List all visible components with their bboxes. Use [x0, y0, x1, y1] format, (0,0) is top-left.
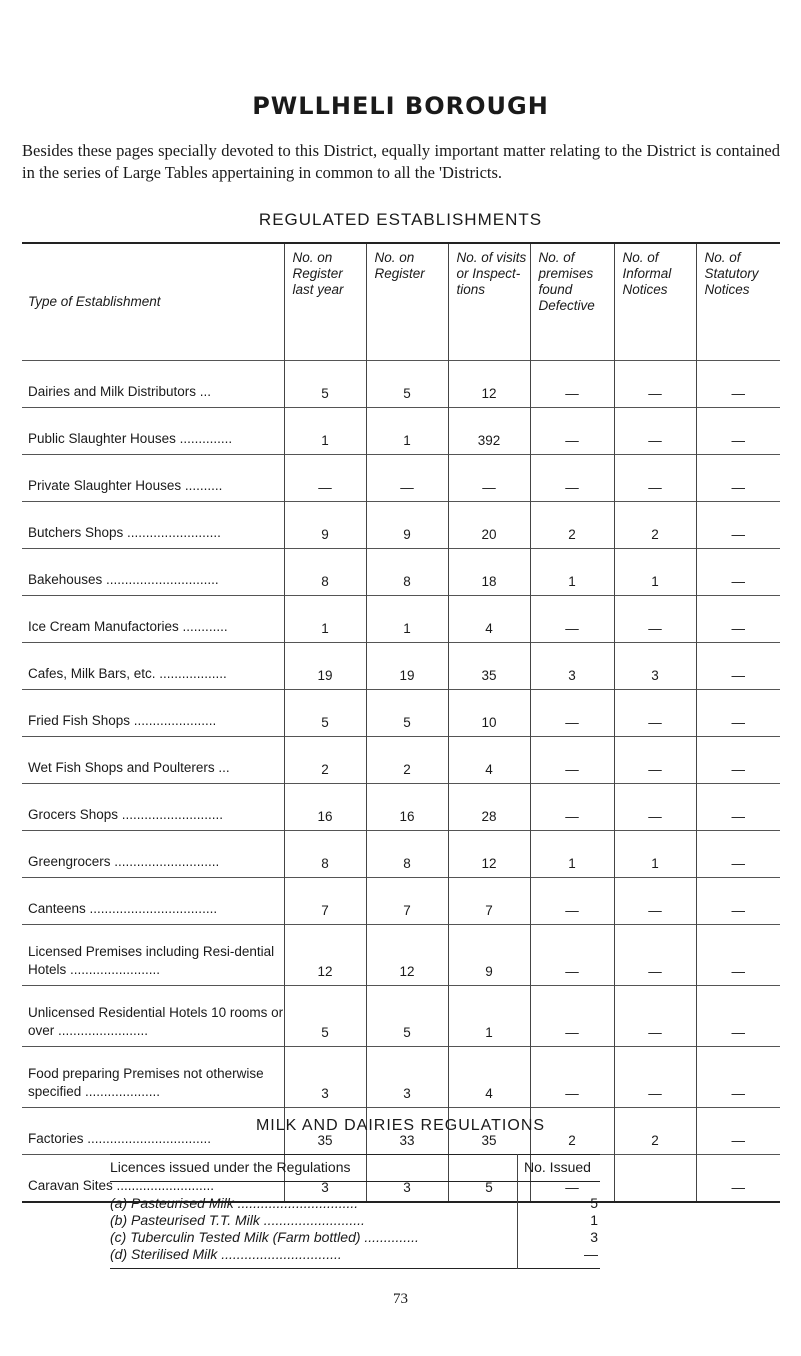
- cell-register: 1: [366, 596, 448, 643]
- cell-visits: 10: [448, 690, 530, 737]
- cell-defective: —: [530, 690, 614, 737]
- cell-informal: —: [614, 925, 696, 986]
- cell-last-year: 5: [284, 986, 366, 1047]
- col-header-last-year: No. on Register last year: [284, 243, 366, 361]
- cell-informal: —: [614, 878, 696, 925]
- cell-register: —: [366, 455, 448, 502]
- establishment-type: Food preparing Premises not otherwise specified ....................: [28, 1066, 264, 1099]
- cell-informal: 1: [614, 831, 696, 878]
- licence-label: (b) Pasteurised T.T. Milk ..........................: [110, 1212, 365, 1228]
- cell-last-year: 5: [284, 361, 366, 408]
- cell-register: 3: [366, 1047, 448, 1108]
- milk-heading: MILK AND DAIRIES REGULATIONS: [255, 1117, 546, 1134]
- cell-defective: 2: [530, 502, 614, 549]
- establishment-type: Cafes, Milk Bars, etc. ..................: [28, 666, 227, 681]
- establishment-type: Canteens ..................................: [28, 901, 218, 916]
- table-row: [22, 361, 780, 408]
- cell-register: 8: [366, 549, 448, 596]
- col-header-statutory: No. of Statutory Notices: [696, 243, 780, 361]
- cell-register: 3: [366, 1155, 448, 1203]
- cell-register: 12: [366, 925, 448, 986]
- cell-informal: —: [614, 986, 696, 1047]
- table-row: [22, 596, 780, 643]
- cell-visits: 392: [448, 408, 530, 455]
- cell-defective: 1: [530, 831, 614, 878]
- page-number: 73: [393, 1291, 408, 1307]
- col-header-issued: No. Issued: [518, 1155, 601, 1182]
- cell-defective: —: [530, 925, 614, 986]
- cell-visits: 4: [448, 1047, 530, 1108]
- cell-defective: —: [530, 408, 614, 455]
- establishment-type: Caravan Sites ..........................: [28, 1178, 215, 1193]
- cell-defective: —: [530, 1047, 614, 1108]
- cell-visits: 28: [448, 784, 530, 831]
- establishment-type: Grocers Shops ...........................: [28, 807, 224, 822]
- table-row: [22, 549, 780, 596]
- table-row: [22, 737, 780, 784]
- regulated-heading: REGULATED ESTABLISHMENTS: [258, 210, 543, 229]
- cell-statutory: —: [696, 925, 780, 986]
- licence-label: (d) Sterilised Milk ...............................: [110, 1246, 342, 1262]
- cell-statutory: —: [696, 831, 780, 878]
- cell-last-year: 9: [284, 502, 366, 549]
- cell-statutory: —: [696, 1047, 780, 1108]
- cell-informal: 2: [614, 1108, 696, 1155]
- cell-informal: 1: [614, 549, 696, 596]
- table-row: [22, 502, 780, 549]
- establishment-type: Greengrocers ............................: [28, 854, 220, 869]
- licence-label: (a) Pasteurised Milk ...............................: [110, 1195, 359, 1211]
- cell-statutory: —: [696, 878, 780, 925]
- licence-count: —: [518, 1246, 601, 1269]
- cell-visits: 7: [448, 878, 530, 925]
- cell-statutory: —: [696, 784, 780, 831]
- cell-informal: —: [614, 596, 696, 643]
- establishment-type: Licensed Premises including Resi-dential Hotels ........................: [28, 944, 275, 977]
- cell-register: 5: [366, 986, 448, 1047]
- cell-register: 5: [366, 690, 448, 737]
- cell-statutory: —: [696, 737, 780, 784]
- cell-statutory: —: [696, 408, 780, 455]
- cell-informal: 3: [614, 643, 696, 690]
- cell-visits: 35: [448, 643, 530, 690]
- cell-informal: —: [614, 784, 696, 831]
- table-row: [22, 455, 780, 502]
- cell-register: 33: [366, 1108, 448, 1155]
- table-row: [110, 1212, 600, 1229]
- col-header-defective: No. of premises found Defective: [530, 243, 614, 361]
- cell-statutory: —: [696, 986, 780, 1047]
- cell-last-year: 16: [284, 784, 366, 831]
- cell-visits: 20: [448, 502, 530, 549]
- intro-paragraph: Besides these pages specially devoted to this District, equally important matter relating to the District is contained in the series of Large Tables appertaining in common to all the 'Districts.: [22, 141, 780, 182]
- cell-statutory: —: [696, 361, 780, 408]
- milk-licences-table: [110, 1154, 600, 1269]
- cell-last-year: 3: [284, 1155, 366, 1203]
- cell-last-year: 5: [284, 690, 366, 737]
- table-row: [22, 986, 780, 1047]
- cell-register: 9: [366, 502, 448, 549]
- col-header-licence: Licences issued under the Regulations: [110, 1159, 351, 1175]
- table-row: [22, 925, 780, 986]
- cell-register: 7: [366, 878, 448, 925]
- table-row: [22, 878, 780, 925]
- col-header-visits: No. of visits or Inspect-tions: [448, 243, 530, 361]
- cell-statutory: —: [696, 1155, 780, 1203]
- cell-register: 2: [366, 737, 448, 784]
- cell-statutory: —: [696, 502, 780, 549]
- cell-statutory: —: [696, 549, 780, 596]
- cell-informal: [614, 1155, 696, 1203]
- cell-last-year: 3: [284, 1047, 366, 1108]
- col-header-informal: No. of Informal Notices: [614, 243, 696, 361]
- cell-visits: 18: [448, 549, 530, 596]
- establishment-type: Dairies and Milk Distributors ...: [28, 384, 212, 399]
- cell-visits: 1: [448, 986, 530, 1047]
- establishment-type: Fried Fish Shops ......................: [28, 713, 217, 728]
- table-row: [22, 1047, 780, 1108]
- cell-visits: 35: [448, 1108, 530, 1155]
- regulated-establishments-table: [22, 242, 780, 1203]
- cell-defective: —: [530, 878, 614, 925]
- licence-label: (c) Tuberculin Tested Milk (Farm bottled) ..............: [110, 1229, 419, 1245]
- cell-register: 19: [366, 643, 448, 690]
- cell-last-year: 7: [284, 878, 366, 925]
- licence-count: 3: [518, 1229, 601, 1246]
- cell-informal: 2: [614, 502, 696, 549]
- table-row: [110, 1229, 600, 1246]
- cell-defective: —: [530, 361, 614, 408]
- table-row: [110, 1246, 600, 1269]
- cell-last-year: 8: [284, 549, 366, 596]
- cell-statutory: —: [696, 1108, 780, 1155]
- cell-defective: —: [530, 1155, 614, 1203]
- cell-register: 1: [366, 408, 448, 455]
- col-header-register: No. on Register: [366, 243, 448, 361]
- cell-informal: —: [614, 737, 696, 784]
- licence-count: 5: [518, 1182, 601, 1213]
- cell-statutory: —: [696, 690, 780, 737]
- cell-defective: —: [530, 986, 614, 1047]
- establishment-type: Factories .................................: [28, 1131, 212, 1146]
- cell-visits: 12: [448, 831, 530, 878]
- cell-register: 5: [366, 361, 448, 408]
- table-header-row: [22, 243, 780, 361]
- cell-visits: 5: [448, 1155, 530, 1203]
- cell-defective: —: [530, 784, 614, 831]
- table-row: [22, 831, 780, 878]
- cell-register: 8: [366, 831, 448, 878]
- table-row: [110, 1182, 600, 1213]
- table-row: [22, 408, 780, 455]
- cell-defective: 2: [530, 1108, 614, 1155]
- cell-register: 16: [366, 784, 448, 831]
- establishment-type: Butchers Shops .........................: [28, 525, 221, 540]
- cell-defective: —: [530, 455, 614, 502]
- establishment-type: Ice Cream Manufactories ............: [28, 619, 228, 634]
- cell-visits: —: [448, 455, 530, 502]
- cell-last-year: 12: [284, 925, 366, 986]
- establishment-type: Public Slaughter Houses ..............: [28, 431, 233, 446]
- cell-informal: —: [614, 455, 696, 502]
- cell-statutory: —: [696, 596, 780, 643]
- cell-statutory: —: [696, 643, 780, 690]
- cell-defective: 1: [530, 549, 614, 596]
- table-row: [22, 784, 780, 831]
- cell-informal: —: [614, 690, 696, 737]
- establishment-type: Bakehouses ..............................: [28, 572, 219, 587]
- cell-last-year: 1: [284, 596, 366, 643]
- cell-informal: —: [614, 361, 696, 408]
- cell-last-year: 8: [284, 831, 366, 878]
- cell-defective: —: [530, 596, 614, 643]
- cell-last-year: 2: [284, 737, 366, 784]
- cell-visits: 4: [448, 737, 530, 784]
- page-title: PWLLHELI BOROUGH: [252, 92, 549, 120]
- cell-last-year: 35: [284, 1108, 366, 1155]
- cell-statutory: —: [696, 455, 780, 502]
- cell-visits: 12: [448, 361, 530, 408]
- establishment-type: Private Slaughter Houses ..........: [28, 478, 223, 493]
- cell-visits: 4: [448, 596, 530, 643]
- cell-informal: —: [614, 1047, 696, 1108]
- cell-last-year: 1: [284, 408, 366, 455]
- table-row: [22, 643, 780, 690]
- cell-informal: —: [614, 408, 696, 455]
- col-header-type: Type of Establishment: [28, 294, 161, 309]
- establishment-type: Wet Fish Shops and Poulterers ...: [28, 760, 230, 775]
- cell-visits: 9: [448, 925, 530, 986]
- cell-defective: —: [530, 737, 614, 784]
- cell-last-year: 19: [284, 643, 366, 690]
- licence-count: 1: [518, 1212, 601, 1229]
- table-row: [22, 690, 780, 737]
- table-header-row: [110, 1155, 600, 1182]
- establishment-type: Unlicensed Residential Hotels 10 rooms or over ........................: [28, 1005, 284, 1038]
- cell-last-year: —: [284, 455, 366, 502]
- cell-defective: 3: [530, 643, 614, 690]
